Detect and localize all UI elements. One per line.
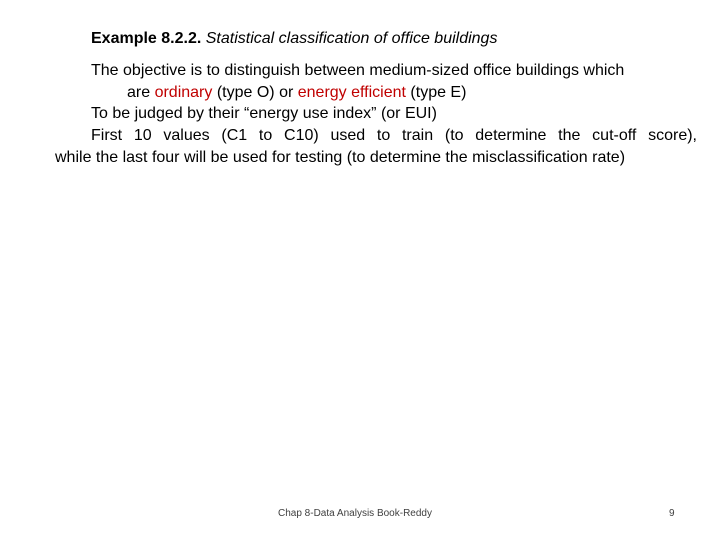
example-number: Example 8.2.2. <box>91 30 202 47</box>
body-line-types <box>127 83 466 103</box>
energy-efficient-term: energy efficient <box>297 84 406 101</box>
slide-title <box>91 30 497 48</box>
page-number: 9 <box>669 508 675 519</box>
example-title: Statistical classification of office buildings <box>205 30 498 47</box>
body-line-eui: To be judged by their “energy use index” (or EUI) <box>91 105 437 122</box>
body-line-objective: The objective is to distinguish between medium-sized office buildings which <box>91 62 625 79</box>
footer-text: Chap 8-Data Analysis Book-Reddy <box>278 508 432 519</box>
ordinary-term: ordinary <box>154 84 213 101</box>
body-line-testing: while the last four will be used for testing (to determine the misclassification rate) <box>55 149 626 166</box>
types-post: (type E) <box>405 84 467 101</box>
types-mid: (type O) or <box>212 84 298 101</box>
types-pre: are <box>127 84 155 101</box>
body-line-training: First 10 values (C1 to C10) used to train (to determine the cut-off score), <box>91 127 697 144</box>
